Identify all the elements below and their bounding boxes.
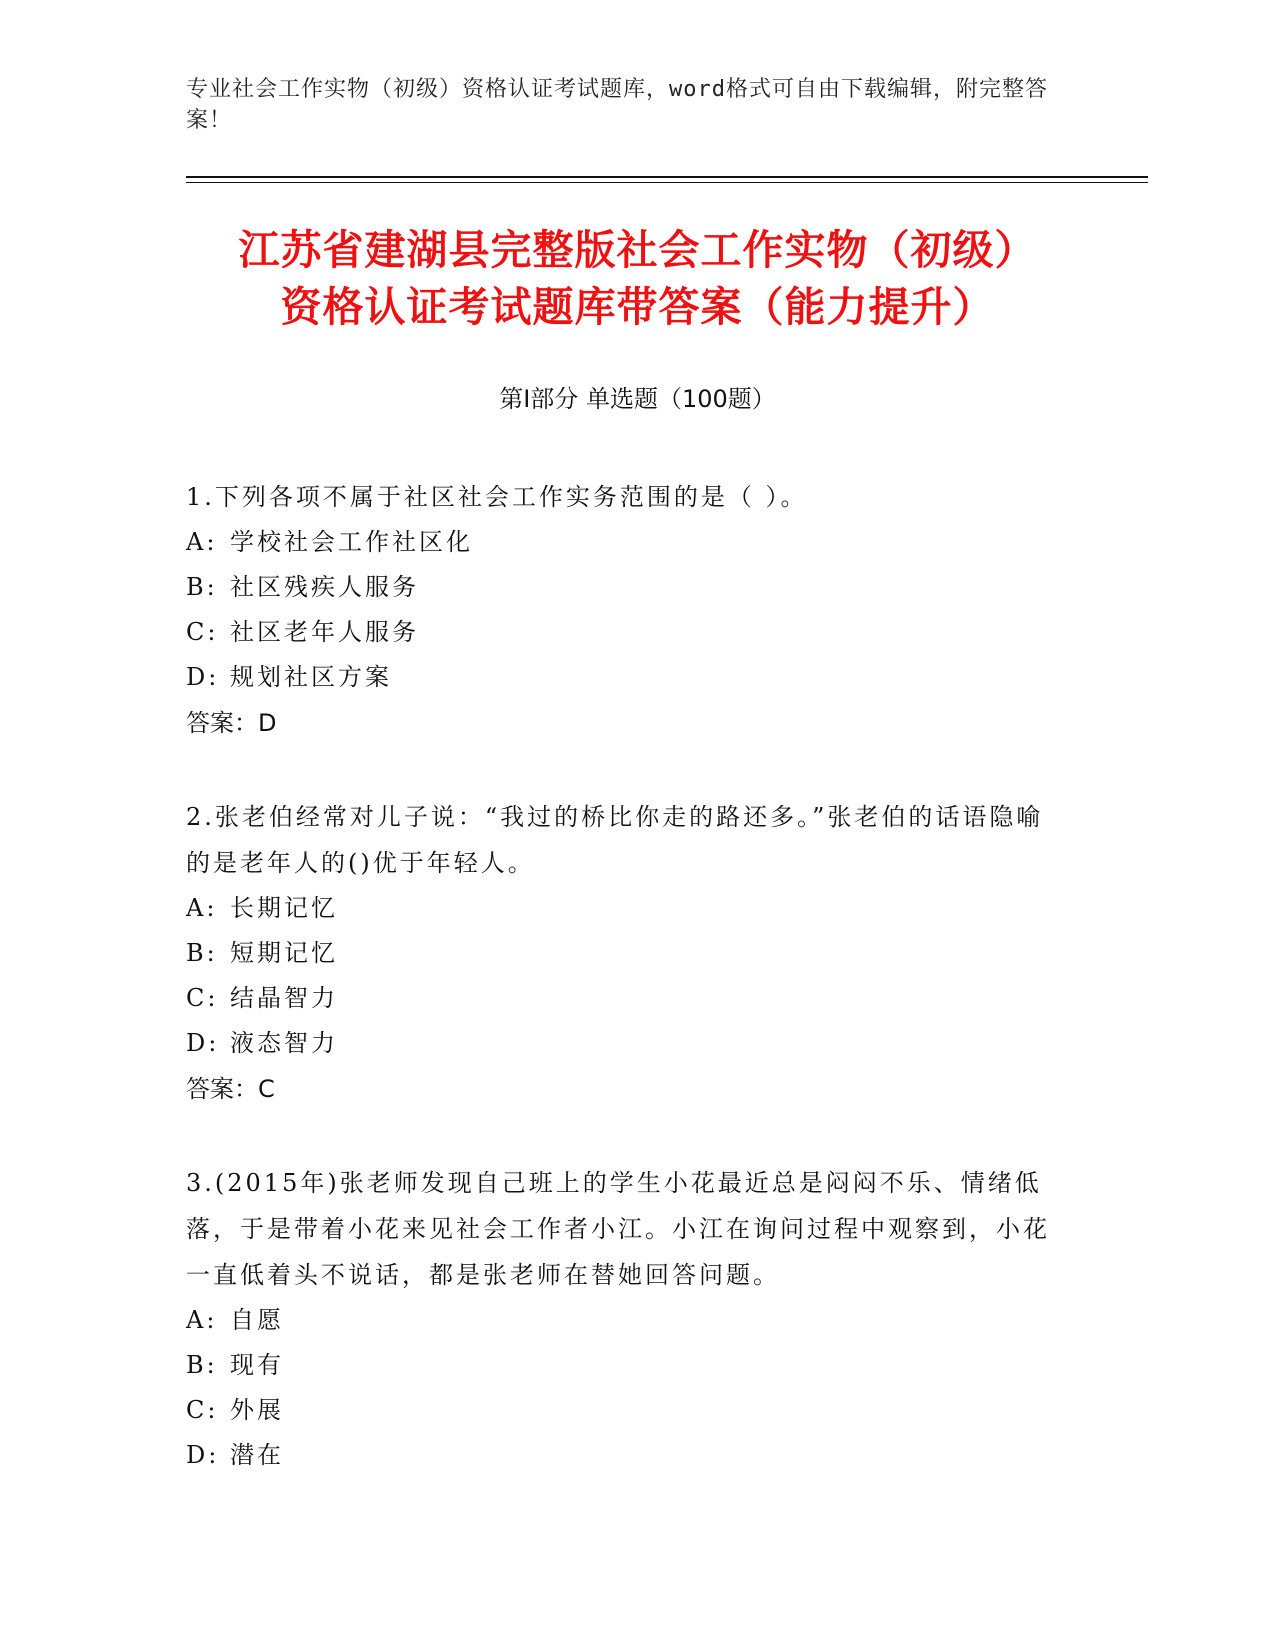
option-b [186,565,1066,610]
option-key: B: [186,939,218,967]
option-key: C: [186,984,219,1012]
question-3 [186,1160,1066,1478]
question-list [186,474,1066,1526]
answer-line: 答案：C [186,1075,275,1103]
question-stem: 1.下列各项不属于社区社会工作实务范围的是（ ）。 [186,483,808,511]
answer-line: 答案：D [186,709,277,737]
option-key: D: [186,663,220,691]
option-text: 外展 [230,1396,284,1424]
question-2 [186,794,1066,1112]
option-text: 潜在 [230,1441,284,1469]
option-text: 结晶智力 [230,984,338,1012]
option-a [186,886,1066,931]
header-divider-thin [186,182,1148,183]
option-d [186,1433,1066,1478]
option-text: 社区老年人服务 [230,618,419,646]
option-key: A: [186,1306,218,1334]
question-stem: 2.张老伯经常对儿子说：“我过的桥比你走的路还多。”张老伯的话语隐喻的是老年人的()优于年轻人。 [186,803,1044,877]
option-key: D: [186,1441,220,1469]
option-a [186,520,1066,565]
option-c [186,1388,1066,1433]
document-title-line-2: 资格认证考试题库带答案（能力提升） [280,283,995,331]
option-d [186,655,1066,700]
option-text: 现有 [230,1351,284,1379]
option-key: A: [186,894,218,922]
option-b [186,1343,1066,1388]
option-c [186,976,1066,1021]
option-key: B: [186,1351,218,1379]
option-text: 液态智力 [230,1029,338,1057]
option-c [186,610,1066,655]
header-note: 专业社会工作实物（初级）资格认证考试题库，word格式可自由下载编辑，附完整答案！ [186,77,1048,133]
header-divider-thick [186,176,1148,178]
question-1 [186,474,1066,746]
option-key: C: [186,1396,219,1424]
document-title-line-1: 江苏省建湖县完整版社会工作实物（初级） [238,226,1037,274]
option-a [186,1298,1066,1343]
option-key: C: [186,618,219,646]
option-text: 社区残疾人服务 [230,573,419,601]
option-key: D: [186,1029,220,1057]
option-key: B: [186,573,218,601]
question-stem: 3.(2015年)张老师发现自己班上的学生小花最近总是闷闷不乐、情绪低落，于是带着小花来见社会工作者小江。小江在询问过程中观察到，小花一直低着头不说话，都是张老师在替她回答问题。 [186,1169,1050,1289]
document-title [150,222,1125,336]
option-text: 规划社区方案 [230,663,392,691]
option-text: 自愿 [230,1306,284,1334]
option-d [186,1021,1066,1066]
option-text: 长期记忆 [230,894,338,922]
option-text: 学校社会工作社区化 [230,528,473,556]
option-b [186,931,1066,976]
option-text: 短期记忆 [230,939,338,967]
section-heading: 第Ⅰ部分 单选题（100题） [499,385,776,413]
option-key: A: [186,528,218,556]
